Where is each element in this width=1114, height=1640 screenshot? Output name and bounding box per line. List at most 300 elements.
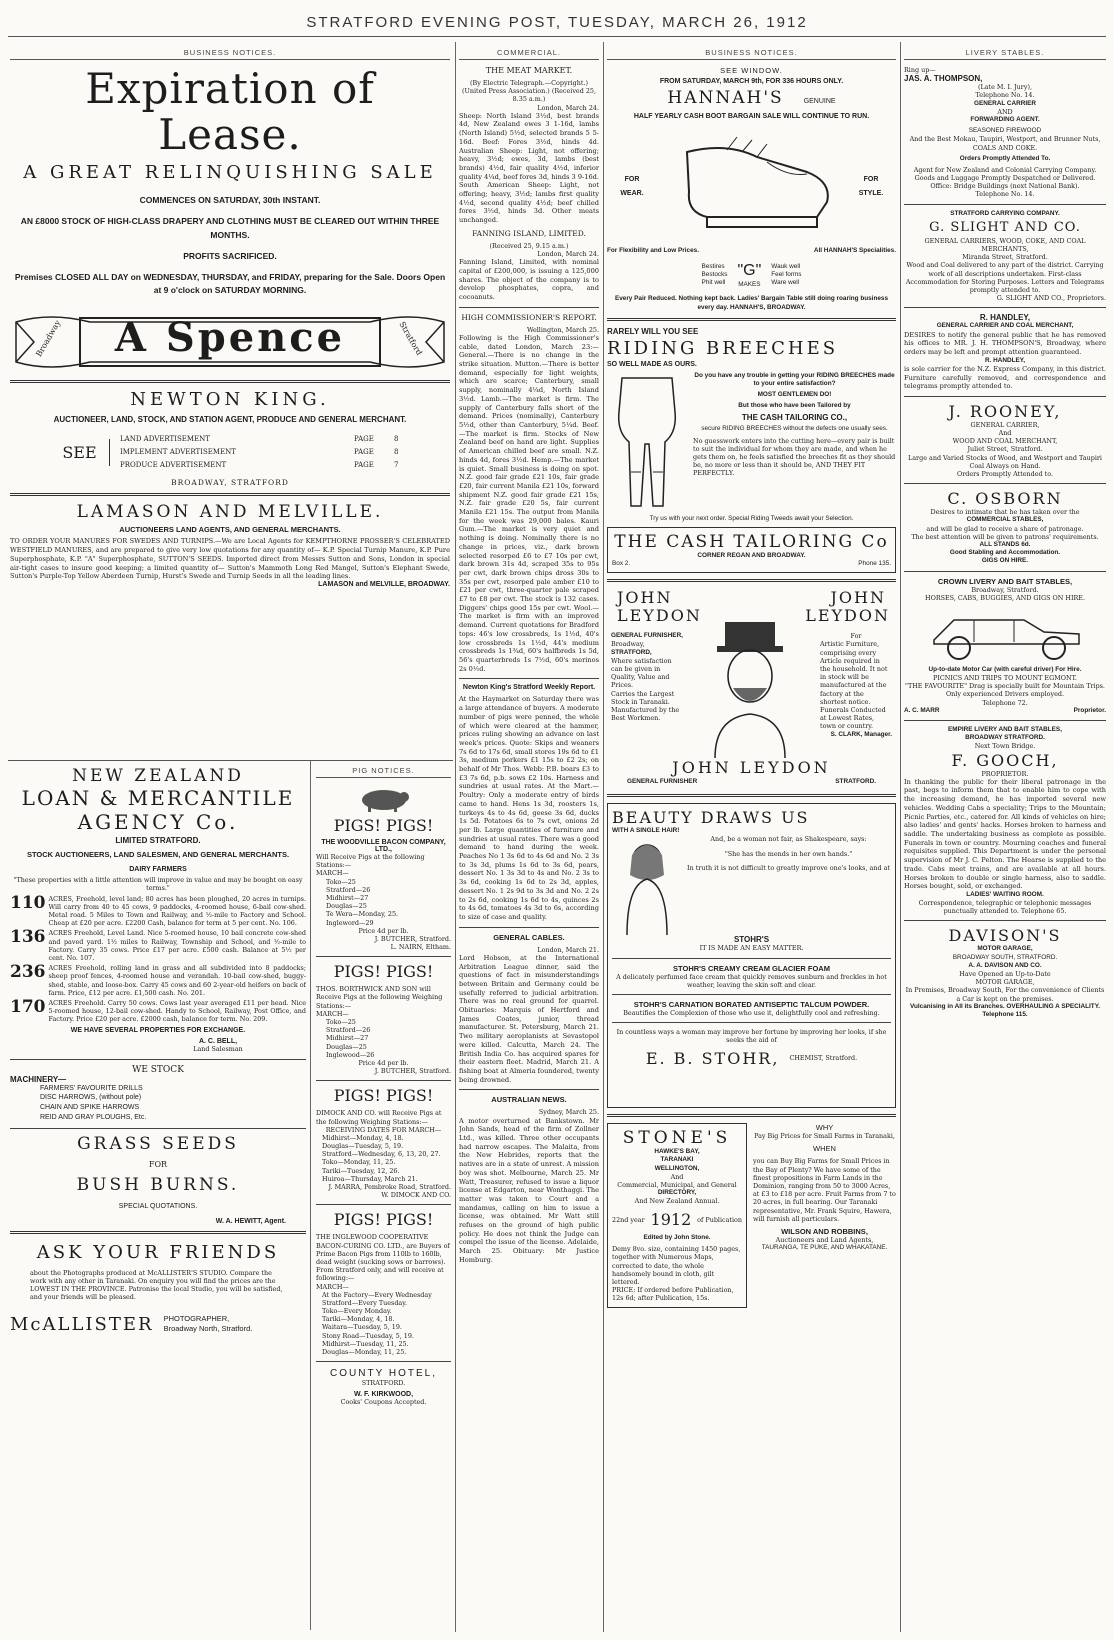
why-body: Pay Big Prices for Small Farms in Taranaki, [754,1132,895,1141]
station-row: Douglas—Monday, 11, 25. [322,1348,407,1356]
australian-heading: AUSTRALIAN NEWS. [491,1095,567,1105]
ct-secure: secure RIDING BREECHES without the defects one usually sees. [701,425,888,433]
leydon-left-last: LEYDON [617,606,702,626]
stone-line: Commercial, Municipal, and General [617,1181,737,1190]
column-rule [603,42,604,1632]
lease-line: AN £8000 STOCK OF HIGH-CLASS DRAPERY AND CLOTHING MUST BE CLEARED OUT WITHIN THREE MONTHS. [20,216,440,240]
lease-title: Expiration of Lease. [85,64,375,160]
meat-body: Sheep: North Island 3½d, best brands 4d, New Zealand ewes 3 1-16d, lambs (North Island) 5½d, selected brands 5 5-16d. Beef: Fores 3½d, hinds 4d. Australian Sheep: Light, not offering; heavy, 3½d; ewes, 3d, lambs (best brands) 4½d, fair quality 4½d, inferior quality 4¼d, beef fores 3d, hinds 3 9-16d. South American Sheep: Light, not offering; heavy, 3½d; lambs first quality 4½d, second quality 4½d; beef chilled fores 3½d, hinds 3d. Other meats unchanged. [459,111,599,225]
nzl-title: AGENCY Co. [77,810,239,834]
pig-b-rows [326,1018,451,1059]
masthead-rule [8,36,1106,37]
ct-try: Try us with your next order. Special Riding Tweeds await your Selection. [649,514,854,522]
station-row: Huiroa—Thursday, March 21. [322,1174,418,1183]
nzl-dairy: DAIRY FARMERS [129,866,187,874]
stone-line: WELLINGTON, [654,1164,700,1172]
special-quotations: SPECIAL QUOTATIONS. [118,1202,198,1210]
emp-prop: PROPRIETOR. [981,769,1029,778]
meat-heading: THE MEAT MARKET. [485,66,573,75]
leydon-line: Funerals Conducted at Lowest Rates, town or country. [820,705,886,731]
dav-heading: DAVISON'S [948,926,1062,946]
nk-row-label: IMPLEMENT ADVERTISEMENT [120,447,236,456]
station-row: Stratford—26 [326,1026,371,1035]
australian-body: A motor overturned at Bankstown. Mr John Sands, head of the firm of Zollner Ltd., was killed. Three other occupants had narrow escapes. The Malaita, from the New Hebrides, reports that the natives are in a state of unrest. A mission boy was shot. Melbourne, March 25. Mr Watt, Treasurer, refused to issue a liquor license at Edgarton, near Wonthaggi. The matter was taken to Court and a mandamus, calling on him to issue a license, was obtained. Mr Watt still refuses on the ground of high public policy. He does not think the Judge can compel the issue of the license. Adelaide, March 25. Obituary: Mr Justice Homburg. [459,1116,599,1264]
th-office: Office: Bridge Buildings (next National Bank). [930,182,1080,191]
pig-d-text: THE INGLEWOOD COOPERATIVE BACON-CURING CO. LTD., are Buyers of Prime Bacon Pigs from 110lb to 160lb, dead weight (sucking sows or barrows). From Stratford only, and will receive at following:— [316,1233,450,1283]
nk-row-label: PRODUCE ADVERTISEMENT [120,461,227,470]
property-listing [10,996,306,1024]
mcallister-name: McALLISTER [10,1313,154,1335]
cables-dateline: London, March 21. [537,945,599,954]
lease-line: PROFITS SACRIFICED. [183,250,277,261]
ct-body: No guesswork enters into the cutting here—every pair is built to suit the individual for whom they are made, and when he gets them on, he feels satisfied the breeches fit as they should be, no more or less than it should be, AND THEY FIT PERFECTLY. [693,436,896,478]
county-hotel-owner: W. F. KIRKWOOD, [353,1391,414,1399]
hann-left-words [702,263,728,288]
pig-a-heading: PIGS! PIGS! [333,816,434,835]
lease-line: COMMENCES ON SATURDAY, 30th INSTANT. [139,195,321,206]
county-hotel-coupons: Cooks' Coupons Accepted. [340,1398,427,1407]
jr-and: And [998,429,1012,438]
pig-c-heading: PIGS! PIGS! [333,1086,434,1106]
machinery-item: CHAIN AND SPIKE HARROWS [40,1104,140,1112]
station-row: Stratford—Wednesday, 6, 13, 20, 27. [322,1150,441,1159]
lm-subtitle: AUCTIONEERS LAND AGENTS, AND GENERAL MERCHANTS. [119,525,341,535]
pig-b-price: Price 4d per lb. [358,1058,409,1067]
co-good: Good Stabling and Accommodation. [949,549,1061,557]
hann-every-pair: Every Pair Reduced. Nothing kept back. Ladies' Bargain Table still doing roaring business every day. HANNAH'S, BROADWAY. [614,295,889,311]
leydon-line: Carries the Largest Stock in Taranaki. [611,689,675,706]
why-role: Auctioneers and Land Agents, [775,1235,874,1244]
th-name: JAS. A. THOMPSON, [904,74,983,84]
hann-all: All HANNAH'S Specialities. [813,246,896,254]
hann-window: SEE WINDOW. [720,66,783,75]
hc-heading: HIGH COMMISSIONER'S REPORT. [461,312,597,322]
why: WHY [815,1123,834,1133]
station-row: Douglas—Tuesday, 5, 19. [322,1142,404,1151]
portrait-icon [695,618,805,758]
station-row: Inglewood—26 [326,1050,375,1059]
rh-name: R. HANDLEY, [979,313,1031,323]
property-listing [10,892,306,928]
pig-c-signer: J. MARRA, Pembroke Road, Stratford. [328,1183,451,1191]
nk-page-num: 7 [394,461,399,470]
machinery-item: FARMERS' FAVOURITE DRILLS [40,1084,143,1092]
ct-footer-box [607,527,896,573]
co-stands: ALL STANDS 6d. [979,540,1031,548]
th-and: AND [997,107,1013,116]
nk-list [110,433,410,473]
co-body2: and will be glad to receive a share of patronage. [926,524,1084,533]
rh-trade: GENERAL CARRIER AND COAL MERCHANT, [936,322,1074,330]
scc-heading: STRATFORD CARRYING COMPANY. [950,209,1060,217]
hann-style: STYLE. [858,190,884,197]
station-row: Midhirst—Monday, 4, 18. [322,1133,404,1142]
why-when: WHEN [813,1144,836,1154]
co-name: C. OSBORN [947,489,1063,509]
beauty-heading: BEAUTY DRAWS US [612,808,810,828]
station-row: Toko—25 [326,877,356,886]
stone-line: DIRECTORY, [657,1189,697,1197]
nk-address: BROADWAY, STRATFORD [171,478,289,488]
rh-sign: R. HANDLEY, [984,356,1026,364]
pig-c-rows [322,1134,451,1183]
dav-name: A. A. DAVISON AND CO. [968,961,1042,969]
ct-contact [612,560,891,568]
beauty-ad [607,803,896,1108]
section-heading: BUSINESS NOTICES. [10,48,450,60]
nk-page-label: PAGE [354,447,374,456]
stone-editor: Edited by John Stone. [643,1234,711,1242]
nz-loan-column [10,766,306,1632]
rooney-ad [904,402,1106,478]
leydon-right-last: LEYDON [805,606,890,626]
bush-burns: BUSH BURNS. [76,1174,240,1195]
nk-title: NEWTON KING. [130,388,330,410]
nzl-bell: A. C. BELL, [198,1038,238,1046]
mcallister-address [164,1314,253,1334]
jr-address: Juliet Street, Stratford. [967,445,1043,454]
nzl-intro: "These properties with a little attention will improve in value and may be bought on easy terms." [13,876,303,893]
hann-g: "G" [737,261,762,279]
dav-vulc: Vulcanising in All its Branches. OVERHAULING A SPECIALITY. Telephone 115. [909,1002,1101,1018]
pig-d-heading: PIGS! PIGS! [333,1210,434,1230]
australian-dateline: Sydney, March 25. [538,1108,599,1117]
why-address: TAURANGA, TE PUKE, AND WHAKATANE. [761,1244,888,1252]
pig-c-signer: W. DIMOCK AND CO. [381,1191,451,1200]
jr-orders: Orders Promptly Attended to. [956,470,1053,479]
hann-dates: FROM SATURDAY, MARCH 9th, FOR 336 HOURS ONLY. [659,78,844,85]
property-acres: 110 [10,892,46,913]
breeches-icon [607,372,687,512]
ct-corner: CORNER REGAN AND BROADWAY. [697,551,806,559]
business-notices-right [607,48,896,1632]
ct-heading: RIDING BREECHES [607,337,839,359]
cw-car: Up-to-date Motor Car (with careful driver) For Hire. [928,665,1082,673]
thompson-ad [904,66,1106,199]
hann-wear: WEAR. [620,190,644,197]
hann-left [607,176,657,197]
stone-line: And [670,1172,684,1181]
leydon-line: Manufactured by the Best Workmen. [611,705,680,723]
column-rule [900,42,901,1632]
station-row: Midhirst—27 [326,893,369,902]
station-row: Douglas—25 [326,902,367,911]
handley-ad [904,313,1106,391]
pig-a-price: Price 4d per lb. [358,926,409,935]
station-row: Stratford—Every Tuesday. [322,1298,408,1307]
commercial-column [459,48,599,1632]
machinery-list [40,1084,306,1123]
emp-next: Next Town Bridge. [974,742,1036,751]
stone-publication: of Publication [697,1215,742,1224]
emp-body: In thanking the public for their liberal patronage in the past, begs to inform them that to enable him to cope with the increasing demand, he has imported several new vehicles. Wedding Cabs a speciality; Trips to the Mountain; Picnic Parties, etc., catered for. All kinds of vehicles on hire; also ladies' and gents' hacks. Horses broken to harness and saddle. The undertaking business as complete as possible. Funerals in town or country. Mourning coaches and funeral requisites supplied. This Department is under the personal supervision of Mr J. C. Pelton. The Hearse is supplied to the trade. Cabs meet trains, and are available at all hours. Horses broken to double or single harness, also to saddle. Horses bought, sold, or exchanged. [904,777,1106,891]
emp-name: F. GOOCH, [951,750,1059,770]
hann-flex-row [607,247,896,255]
fanning-dateline: London, March 24. [537,250,599,259]
newton-king-ad [10,389,450,488]
leydon-footer-role: GENERAL FURNISHER [627,778,698,786]
hewitt: W. A. HEWITT, Agent. [215,1217,286,1225]
nk-see-table [50,433,410,473]
leydon-line: S. CLARK, Manager. [830,730,892,738]
hann-word: Phit well [701,279,726,287]
nzl-title: NEW ZEALAND [72,766,244,786]
column-rule [455,42,456,1632]
beauty-truth: In truth it is not difficult to greatly improve one's looks, and at [687,863,890,872]
ct-but: But those who have been Tailored by [738,402,851,410]
ct-question: Do you have any trouble in getting your RIDING BREECHES made to your entire satisfaction? [694,371,895,387]
osborn-ad [904,489,1106,565]
spence-banner [10,308,450,374]
beauty-powder-desc: Beautifies the Complexion of those who use it, delightfully cool and refreshing. [623,1009,880,1018]
ct-sub: SO WELL MADE AS OURS. [607,360,697,368]
fanning-heading: FANNING ISLAND, LIMITED. [472,228,586,238]
property-description: ACRES Freehold. Carry 50 cows. Cows last year averaged £11 per head. Nice 5-roomed house, 12-bail cow-shed. Handy to School, Railway, Post Office, and Factory. Price £20 per acre. £2000 cash, balance for term. No. 209. [48,998,306,1024]
station-row: Te Wera—Monday, 25. [326,910,399,919]
property-acres: 236 [10,962,46,983]
co-body3: The best attention will be given to patrons' requirements. [911,532,1099,541]
dav-garage: MOTOR GARAGE, [977,945,1033,953]
beauty-stohrs: STOHR'S [733,935,770,945]
station-row: Douglas—25 [326,1042,367,1051]
nzl-machinery: MACHINERY— [10,1074,67,1084]
nzl-several: WE HAVE SEVERAL PROPERTIES FOR EXCHANGE. [70,1027,246,1035]
th-forwarding: FORWARDING AGENT. [970,115,1040,123]
jr-name: J. ROONEY, [948,401,1062,421]
th-goods: Goods and Luggage Promptly Despatched or Delivered. [914,174,1096,183]
lm-sign: LAMASON and MELVILLE, BROADWAY. [318,580,450,588]
ct-phone: Phone 135. [858,560,891,568]
banner-left-text: Broadway [34,318,63,359]
cables-body: Lord Hobson, at the International Arbitration League dinner, said the questions of fact in misunderstandings between Britain and Germany could be usefully referred to judicial arbitration. There was no real ground for quarrel. Obituaries: Marquis of Hertford and James Coates, junior, thread manufacturer. St. Petersburg, March 21. Two military aeroplanists at Sevastopol were killed. Calcutta, March 24. The British India Co. has acquired spares for their eastern fleet. Madrid, March 21. A fishing boat at Almeria foundered, twenty being drowned. [459,953,599,1084]
hann-makes [607,261,896,290]
beauty-cream-desc: A delicately perfumed face cream that quickly removes sunburn and freckles in hot weather, leaving the skin soft and clear. [616,972,887,989]
th-body: And the Best Mokau, Taupiri, Westport, and Brunner Nuts, COALS AND COKE. [909,135,1101,152]
property-listing [10,929,306,962]
property-description: ACRES, Freehold, level land; 80 acres has been ploughed, 20 acres in turnips. Will carry from 40 to 45 cows, 9 paddocks, 4-roomed house, 6-bail cow-shed. Metal road. 5 Miles to Town and Railway, and ½-mile to Factory and School. Cheap at £20 per acre. £2200 Cash, balance for term at 5 per cent. No. 106. [48,894,306,928]
jr-wood: WOOD AND COAL MERCHANT, [952,437,1058,446]
section-heading: COMMERCIAL. [459,48,599,60]
leydon-line: Where satisfaction can be given in [611,656,672,674]
station-row: Stratford—26 [326,885,371,894]
nzl-we-stock: WE STOCK [132,1064,184,1075]
station-row: Tariki—Monday, 4, 18. [322,1315,395,1324]
spence-name: A Spence [114,313,346,361]
rh-body: DESIRES to notify the general public that he has removed his offices to MR. J. H. THOMPSON'S, Broadway, where orders may be left and prompt attention guaranteed. [904,330,1106,356]
section-rule [8,760,453,761]
beauty-quote: "She has the mends in her own hands." [724,849,853,858]
pig-b-heading: PIGS! PIGS! [333,962,434,982]
pig-a-company: THE WOODVILLE BACON COMPANY, LTD., [321,839,446,853]
property-listing [10,964,306,997]
machinery-item: REID AND GRAY PLOUGHS, Etc. [40,1114,147,1122]
pig-icon [354,784,414,812]
stone-size: Demy 8vo. size, containing 1450 pages, together with Numerous Maps, corrected to date, the whole handsomely bound in cloth, gilt lettered. [612,1245,741,1286]
jr-trade: GENERAL CARRIER, [970,420,1040,429]
lm-body: TO ORDER YOUR MANURES FOR SWEDES AND TURNIPS.—We are Local Agents for KEMPTHORNE PROSSER'S CELEBRATED WESTFIELD MANURES, and are prepared to give very low quotations for any quantity of— K.P. Special Turnip Manure, K.P. Pure Superphosphate, K.P. "A" Superphosphate, SUTTON'S SEEDS. Imported direct from Messrs Sutton and Sons, London in special air-tight cases to insure good keeping; a limited quantity of— Sutton's Mammoth Long Red Mangel, Sutton's Elephant Swede, Sutton's Purple-Top Yellow Aberdeen Turnip, Hurst's Swede and Turnip Seeds in all the leading lines. [10,537,450,581]
station-row: Ingleword—29 [326,918,374,927]
pig-b-month: MARCH— [316,1009,349,1018]
beauty-countless: In countless ways a woman may improve her fortune by improving her looks, if she seeks the aid of [616,1028,887,1045]
grass-for: FOR [148,1159,168,1169]
nk-see: SEE [50,439,110,466]
stone-heading: STONE'S [622,1128,732,1149]
hc-dateline: Wellington, March 25. [526,325,599,334]
pig-a-signer: J. BUTCHER, Stratford. [374,934,451,943]
county-hotel: COUNTY HOTEL, [330,1368,437,1380]
davison-ad [904,926,1106,1019]
leydon-left-text [611,632,683,722]
scc-sign: G. SLIGHT AND CO., Proprietors. [996,294,1106,303]
leydon-footer-town: STRATFORD. [835,778,876,786]
lease-subtitle: A GREAT RELINQUISHING SALE [23,162,437,184]
business-notices-left [10,48,450,760]
leydon-line: Broadway, [611,640,645,649]
emp-heading: EMPIRE LIVERY AND BAIT STABLES, [948,726,1062,734]
mcallister-street: Broadway North, Stratford. [163,1324,253,1334]
station-row: Tariki—Tuesday, 12, 26. [322,1166,400,1175]
hann-word: Ware well [771,279,800,287]
leydon-footer-name: JOHN LEYDON [672,758,831,778]
expiration-of-lease-ad [10,66,450,374]
stones-directory-ad [607,1123,747,1307]
cw-address: Broadway, Stratford. [971,585,1039,594]
bottom-ads-row [607,1123,896,1307]
property-acres: 136 [10,927,46,948]
co-body: Desires to intimate that he has taken over the [930,508,1080,517]
ct-rarely: RARELY WILL YOU SEE [607,326,699,336]
station-row: Stony Road—Tuesday, 5, 19. [322,1331,414,1340]
pig-c-text: DIMOCK AND CO. will Receive Pigs at the following Weighing Stations:— [316,1109,442,1126]
cash-tailoring-ad [607,327,896,574]
hann-word: Feel forms [771,270,802,278]
cw-body: HORSES, CABS, BUGGIES, AND GIGS ON HIRE. [925,593,1085,602]
cw-picnics: PICNICS AND TRIPS TO MOUNT EGMONT. [933,674,1077,683]
scc-address: Miranda Street, Stratford. [962,253,1048,262]
beauty-stohr-name: E. B. STOHR, [645,1048,780,1068]
livery-stables-column [904,48,1106,1632]
cables-heading: GENERAL CABLES. [493,932,565,942]
why-firm: WILSON AND ROBBINS, [781,1226,868,1236]
property-description: ACRES Freehold, Level Land. Nice 5-roomed house, 10 bail concrete cow-shed and paved yard. 1½ miles to Railway, Township and School, and ½-mile to Factory. Carry 35 cows. Price £17 per acre. £500 cash. Balance at 5½ per cent. No. 107. [48,929,306,962]
nk-subtitle: AUCTIONEER, LAND, STOCK, AND STATION AGENT, PRODUCE AND GENERAL MERCHANT. [53,414,407,424]
meat-source: (By Electric Telegraph.—Copyright.) (United Press Association.) (Received 25, 8.35 a.m.) [462,79,596,104]
pig-a-month: MARCH— [316,869,349,878]
th-agent: Agent for New Zealand and Colonial Carrying Company. [913,165,1097,174]
ct-box: Box 2. [612,560,631,568]
nk-report-heading: Newton King's Stratford Weekly Report. [462,684,596,692]
scc-trade: GENERAL CARRIERS, WOOD, COKE, AND COAL MERCHANTS, [924,236,1086,253]
machinery-item: DISC HARROWS, (without pole) [40,1094,142,1102]
lamason-melville-ad [10,502,450,588]
nzl-title: LOAN & MERCANTILE [21,786,295,810]
county-hotel-town: STRATFORD. [361,1379,406,1388]
pig-d-month: MARCH— [316,1282,349,1291]
cw-owner: A. C. MARR [904,706,940,714]
woman-icon [612,835,682,935]
empire-livery-ad [904,726,1106,915]
station-row: Toko—Every Monday. [322,1307,392,1316]
cw-favourite: "THE FAVOURITE" Drag is specially built for Mountain Trips. Only experienced Drivers employed. [905,682,1105,699]
nk-page-label: PAGE [354,461,374,470]
ct-name: THE CASH TAILORING Co [614,531,889,552]
stone-line: HAWKE'S BAY, [654,1148,700,1156]
hann-for: FOR [624,176,640,183]
dav-address: BROADWAY SOUTH, STRATFORD. [952,953,1058,961]
th-carrier: GENERAL CARRIER [973,99,1037,107]
slight-ad [904,210,1106,303]
grass-seeds: GRASS SEEDS [77,1133,239,1154]
station-row: Midhirst—Tuesday, 11, 25. [322,1339,409,1348]
emp-corr: Correspondence, telegraphic or telephonic messages punctually attended to. Telephone 65. [918,899,1092,916]
beauty-powder: STOHR'S CARNATION BORATED ANTISEPTIC TALCUM POWDER. [633,1000,870,1010]
cw-sign [904,707,1106,715]
hann-right [846,176,896,197]
beauty-quote-intro: And, be a woman not fair, as Shakespeare, says: [710,835,867,844]
leydon-line: Quality, Value and Prices. [611,673,670,690]
why-body2: you can Buy Big Farms for Small Prices in the Bay of Plenty? We have some of the finest propositions in Farm Lands in the Dominion, ranging from 50 to 3000 Acres, at £3 to £18 per acre. Fruit Farms from 7 to 20 acres, in full bearing. Our Taranaki representative, Mr. Frank Squire, Hawera, will furnish all particulars. [753,1157,896,1223]
station-row: At the Factory—Every Wednesday [322,1290,432,1299]
ct-most: MOST GENTLEMEN DO! [757,391,832,399]
beauty-sub: WITH A SINGLE HAIR! [612,827,680,835]
nzl-limited: LIMITED STRATFORD. [115,836,201,845]
scc-name: G. SLIGHT AND CO. [929,219,1081,235]
nk-page-num: 8 [394,447,399,456]
section-heading: BUSINESS NOTICES. [607,48,896,60]
motor-car-icon [904,602,1104,662]
leydon-line: Artistic Furniture, comprising every Article required in the household. It not in stock will be manufactured at the factory at the shortest notice. [820,640,888,706]
th-firewood: SEASONED FIREWOOD [968,127,1042,135]
column-rule [310,760,311,1630]
station-row: Toko—Monday, 11, 25. [322,1158,396,1167]
nzl-subtitle: STOCK AUCTIONEERS, LAND SALESMEN, AND GENERAL MERCHANTS. [26,850,290,859]
hann-sale: HALF YEARLY CASH BOOT BARGAIN SALE WILL CONTINUE TO RUN. [633,113,870,120]
crown-livery-ad [904,577,1106,716]
co-gigs: GIGS ON HIRE. [981,557,1029,565]
stone-year: 1912 [650,1209,692,1229]
station-row: Waitara—Tuesday, 5, 19. [322,1323,402,1332]
th-orders: Orders Promptly Attended To. [959,154,1051,162]
jr-body: Large and Varied Stocks of Wood, and Westport and Taupiri Coal Always on Hand. [908,453,1102,470]
stone-line: And New Zealand Annual. [634,1197,720,1206]
pig-a-signer: L. NAIRN, Eltham. [390,943,451,952]
section-heading: LIVERY STABLES. [904,48,1106,60]
station-row: Toko—25 [326,1018,356,1026]
th-phone: Telephone No. 14. [975,91,1035,100]
mcallister-footer [10,1314,306,1335]
section-heading: PIG NOTICES. [316,766,451,778]
cw-heading: CROWN LIVERY AND BAIT STABLES, [937,576,1073,586]
ct-body-row [607,372,896,512]
ask-friends-title: ASK YOUR FRIENDS [36,1241,280,1263]
boot-icon [667,132,837,242]
rh-body2: is sole carrier for the N.Z. Express Company, in this district. Furniture carefully removed, and correspondence and telegrams promptly attended to. [904,364,1106,391]
emp-ladies: LADIES' WAITING ROOM. [966,890,1044,898]
nk-row-label: LAND ADVERTISEMENT [120,434,210,443]
property-acres: 170 [10,996,46,1017]
property-list [10,892,306,1024]
co-stables: COMMERCIAL STABLES, [966,516,1044,524]
hann-for: FOR [863,176,879,183]
banner-right-text: Stratford [397,319,424,357]
nzl-bell-role: Land Salesman [193,1045,243,1054]
fanning-received: (Received 25, 9.15 a.m.) [489,241,569,250]
beauty-chemist: CHEMIST, Stratford. [789,1054,858,1062]
beauty-easy: IT IS MADE AN EASY MATTER. [699,944,804,953]
leydon-ad [607,588,896,788]
pig-b-signer: J. BUTCHER, Stratford. [374,1067,451,1076]
leydon-line: GENERAL FURNISHER, [611,632,683,640]
